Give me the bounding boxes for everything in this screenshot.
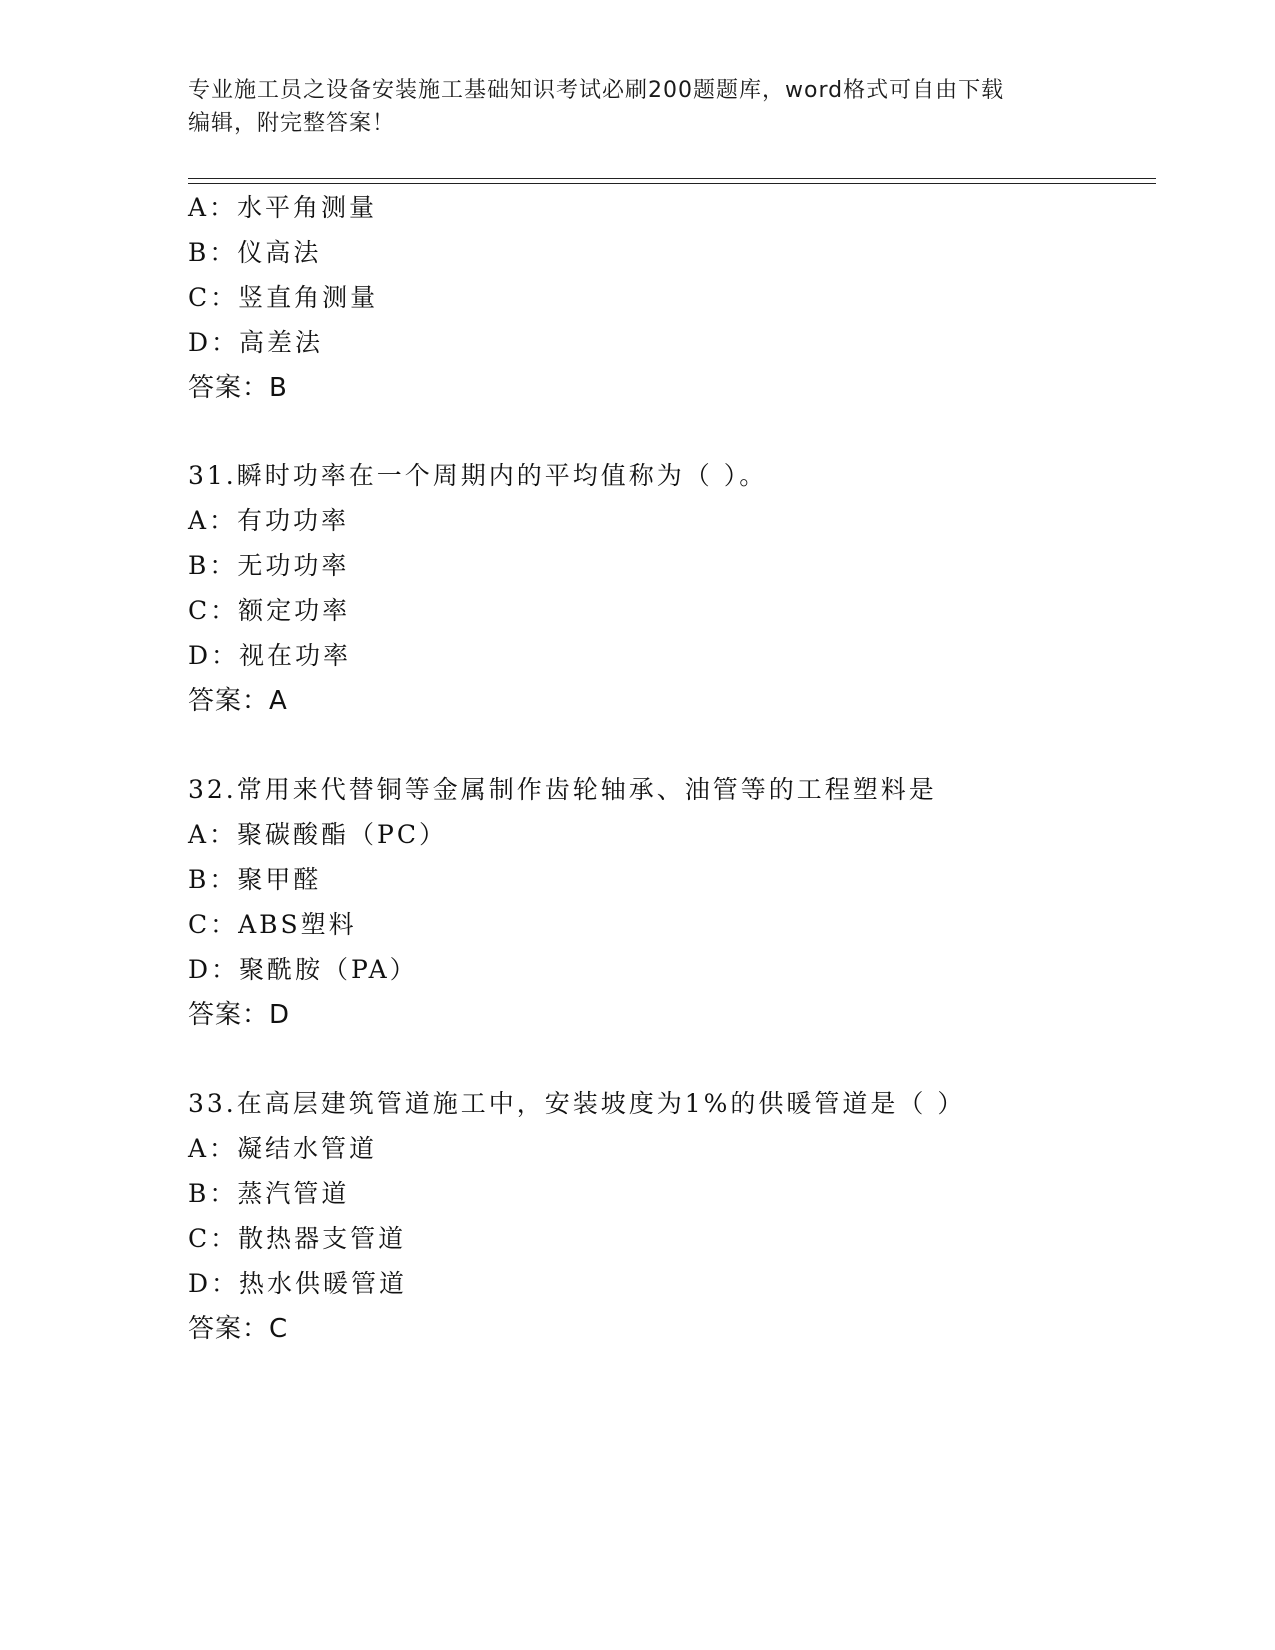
q33-option-c: C：散热器支管道: [188, 1224, 407, 1253]
q33-option-a: A：凝结水管道: [188, 1134, 378, 1163]
q31-option-b: B：无功功率: [188, 551, 350, 580]
q30-answer: 答案：B: [188, 373, 288, 403]
header-title-line-2: 编辑，附完整答案！: [188, 111, 396, 136]
q32-option-a: A：聚碳酸酯（PC）: [188, 820, 448, 849]
q31-answer: 答案：A: [188, 686, 288, 716]
q31-option-c: C：额定功率: [188, 596, 351, 625]
q31-question: 31.瞬时功率在一个周期内的平均值称为（ ）。: [188, 461, 768, 490]
header-divider-bottom: [188, 183, 1156, 184]
q32-option-b: B：聚甲醛: [188, 865, 322, 894]
q31-option-a: A：有功功率: [188, 506, 350, 535]
header-title-line-1: 专业施工员之设备安装施工基础知识考试必刷200题题库，word格式可自由下载: [188, 78, 1005, 103]
q32-question: 32.常用来代替铜等金属制作齿轮轴承、油管等的工程塑料是: [188, 775, 937, 804]
q32-option-c: C：ABS塑料: [188, 910, 357, 939]
q32-answer: 答案：D: [188, 1000, 291, 1030]
q33-question: 33.在高层建筑管道施工中，安装坡度为1%的供暖管道是（ ）: [188, 1089, 966, 1118]
q30-option-d: D：高差法: [188, 328, 324, 357]
q32-option-d: D：聚酰胺（PA）: [188, 955, 418, 984]
header-divider-top: [188, 178, 1156, 179]
q33-answer: 答案：C: [188, 1314, 289, 1344]
q33-option-b: B：蒸汽管道: [188, 1179, 350, 1208]
q30-option-a: A：水平角测量: [188, 193, 378, 222]
q30-option-c: C：竖直角测量: [188, 283, 379, 312]
q33-option-d: D：热水供暖管道: [188, 1269, 408, 1298]
document-header: [188, 74, 1068, 140]
q30-option-b: B：仪高法: [188, 238, 322, 267]
q31-option-d: D：视在功率: [188, 641, 352, 670]
